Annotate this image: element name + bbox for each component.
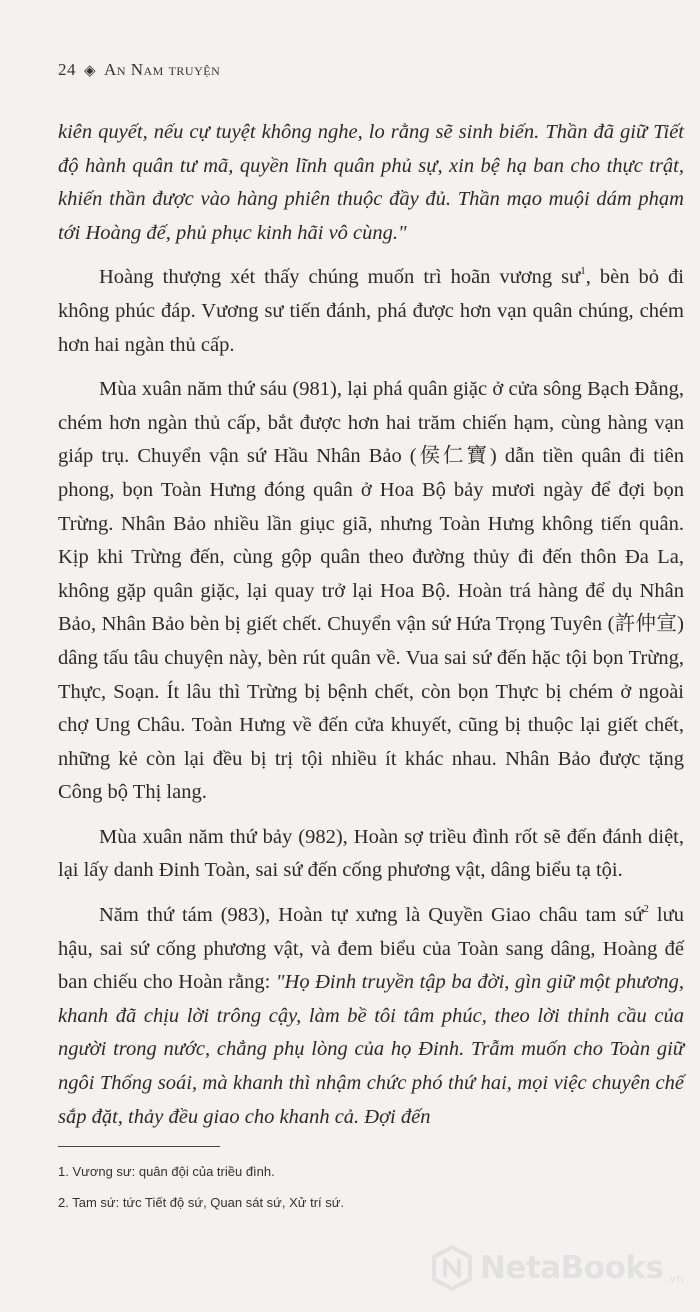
running-header — [58, 60, 220, 80]
watermark-text: NetaBooks — [479, 1250, 664, 1286]
diamond-ornament-icon: ◈ — [84, 62, 97, 79]
watermark-suffix: .vn — [665, 1272, 684, 1286]
page-body — [58, 116, 684, 1145]
paragraph: Mùa xuân năm thứ sáu (981), lại phá quân giặc ở cửa sông Bạch Đằng, chém hơn ngàn thủ cấp, bắt được hơn hai trăm chiến hạm, cùng hàng vạn giáp trụ. Chuyển vận sứ Hầu Nhân Bảo (侯仁寶) dẫn tiền quân đi tiên phong, bọn Toàn Hưng đóng quân ở Hoa Bộ bảy mươi ngày để đợi bọn Trừng. Nhân Bảo nhiều lần giục giã, nhưng Toàn Hưng không tiến quân. Kịp khi Trừng đến, cùng gộp quân theo đường thủy đi đến thôn Đa La, không gặp quân giặc, lại quay trở lại Hoa Bộ. Hoàn trá hàng để dụ Nhân Bảo, Nhân Bảo bèn bị giết chết. Chuyển vận sứ Hứa Trọng Tuyên (許仲宣) dâng tấu tâu chuyện này, bèn rút quân về. Vua sai sứ đến hặc tội bọn Trừng, Thực, Soạn. Ít lâu thì Trừng bị bệnh chết, còn bọn Thực bị chém ở ngoài chợ Ung Châu. Toàn Hưng về đến cửa khuyết, cũng bị thuộc lại giết chết, những kẻ còn lại đều bị trị tội nhiều ít khác nhau. Nhân Bảo được tặng Công bộ Thị lang. — [58, 378, 684, 804]
quoted-memorial-text: kiên quyết, nếu cự tuyệt không nghe, lo rằng sẽ sinh biến. Thần đã giữ Tiết độ hành quân tư mã, quyền lĩnh quân phủ sự, xin bệ hạ ban cho thực trật, khiến thần được vào hàng phiên thuộc đầy đủ. Thần mạo muội dám phạm tới Hoàng đế, phủ phục kinh hãi vô cùng." — [58, 121, 684, 244]
paragraph: Năm thứ tám (983), Hoàn tự xưng là Quyền Giao châu tam sứ$^2$ lưu hậu, sai sứ cống phương vật, và đem biểu của Toàn sang dâng, Hoàng đế ban chiếu cho Hoàn rằng: "Họ Đinh truyền tập ba đời, gìn giữ một phương, khanh đã chịu lời trông cậy, làm bề tôi tâm phúc, theo lời thỉnh cầu của người trong nước, chẳng phụ lòng của họ Đinh. Trẫm muốn cho Toàn giữ ngôi Thống soái, mà khanh thì nhậm chức phó thứ hai, mọi việc chuyên chế sắp đặt, thảy đều giao cho khanh cả. Đợi đến — [58, 903, 684, 1128]
footnotes — [58, 1156, 344, 1218]
paragraph: Hoàng thượng xét thấy chúng muốn trì hoãn vương $sư^1$, bèn bỏ đi không phúc đáp. Vương sư tiến đánh, phá được hơn vạn quân chúng, chém hơn hai ngàn thủ cấp. — [58, 265, 685, 356]
watermark — [430, 1244, 684, 1292]
footnote-ref-2: 2 — [643, 903, 649, 916]
page-number: 24 — [58, 60, 76, 79]
book-title: An Nam truyện — [104, 60, 221, 79]
paragraph: Mùa xuân năm thứ bảy (982), Hoàn sợ triều đình rốt sẽ đến đánh diệt, lại lấy danh Đinh Toàn, sai sứ đến cống phương vật, dâng biểu tạ tội. — [58, 825, 684, 882]
footnote-2: 2. Tam sứ: tức Tiết độ sứ, Quan sát sứ, Xử trí sứ. — [58, 1195, 345, 1210]
paragraph-continuation — [58, 116, 684, 250]
footnote-divider — [58, 1146, 220, 1147]
footnote-ref-1: 1 — [580, 265, 586, 278]
imperial-edict-quote: "Họ Đinh truyền tập ba đời, gìn giữ một phương, khanh đã chịu lời trông cậy, làm bề tôi tâm phúc, theo lời thỉnh cầu của người trong nước, chẳng phụ lòng của họ Đinh. Trẫm muốn cho Toàn giữ ngôi Thống soái, mà khanh thì nhậm chức phó thứ hai, mọi việc chuyên chế sắp đặt, thảy đều giao cho khanh cả. Đợi đến — [58, 971, 684, 1128]
footnote-1: 1. Vương sư: quân đội của triều đình. — [58, 1164, 275, 1179]
netabooks-logo-icon — [430, 1244, 474, 1292]
